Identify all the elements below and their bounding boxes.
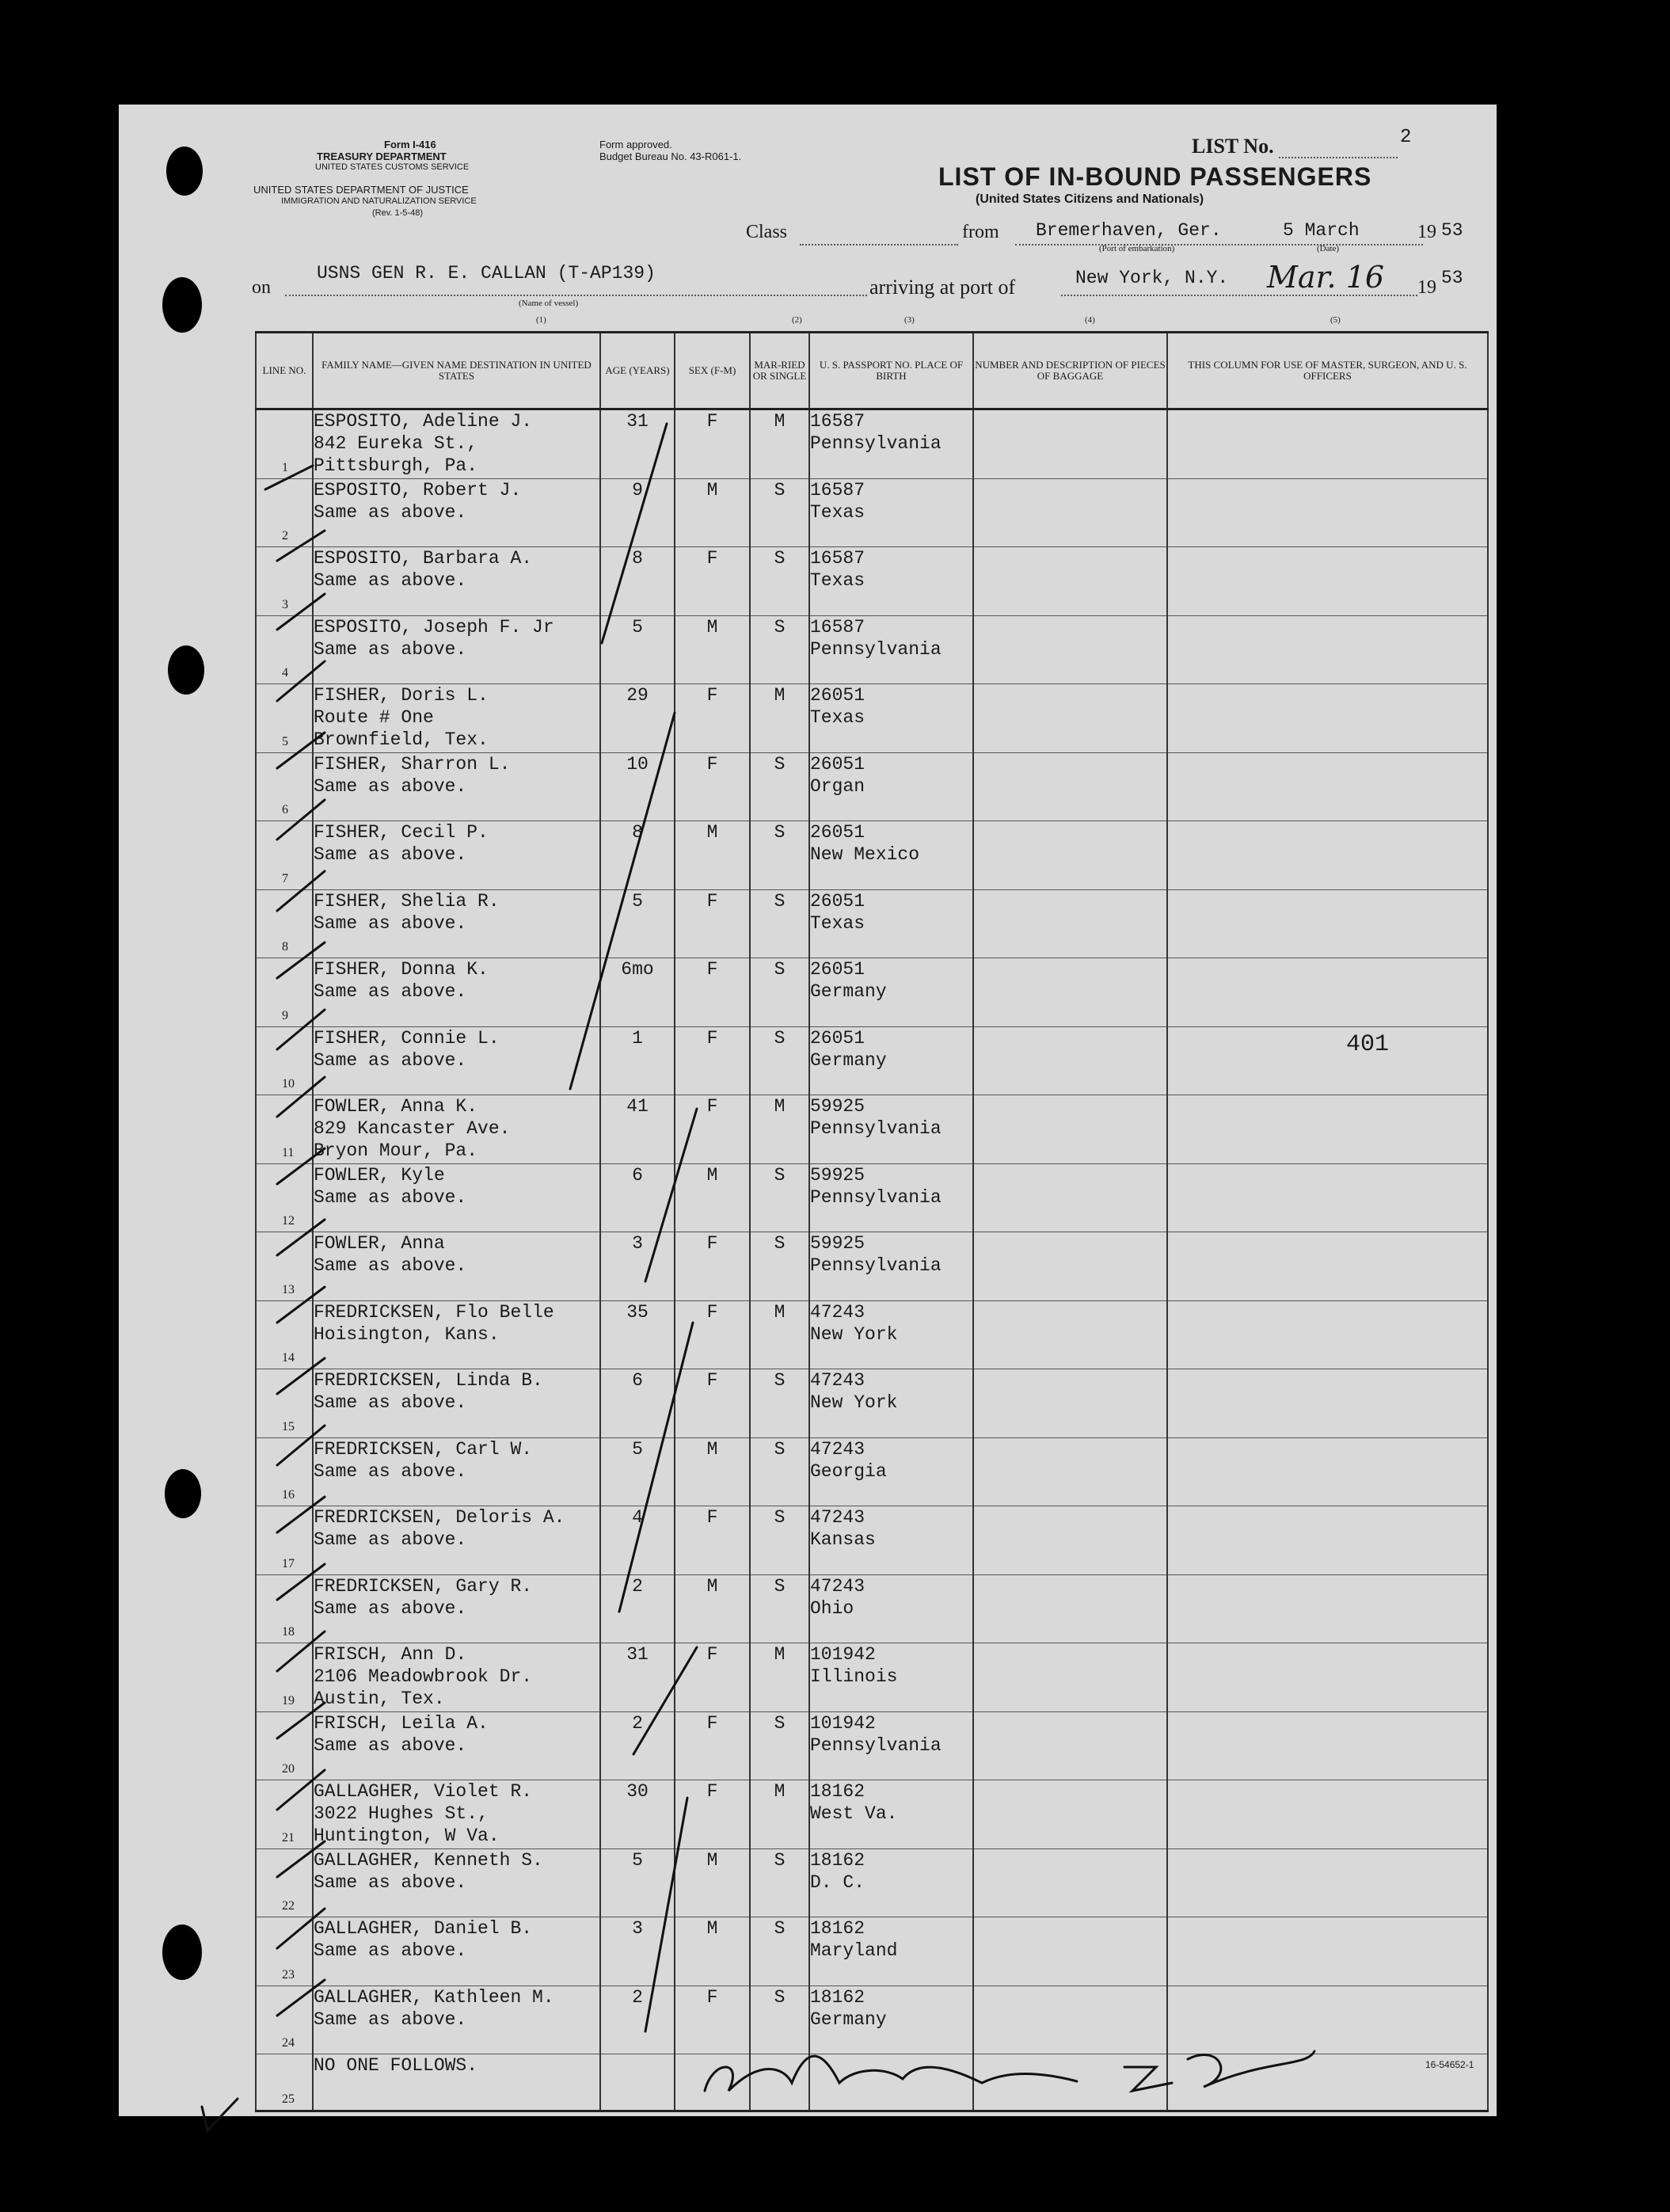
embark-year: 53 [1441,220,1463,241]
line-number-text: 8 [282,940,288,954]
list-number: 2 [1400,127,1412,148]
passport-number: 18162 [810,1781,865,1802]
date-caption: (Date) [1317,244,1340,253]
sex-cell: F [675,1232,750,1301]
year-prefix: 19 [1417,222,1436,242]
birth-place: D. C. [810,1871,865,1893]
married-cell: S [750,615,809,684]
birth-place: Germany [810,2008,887,2030]
sex-cell: M [675,1917,750,1986]
birth-place: Texas [810,912,865,934]
line-number-text: 5 [282,734,288,748]
sex-cell: F [675,1506,750,1575]
passport-number: 18162 [810,1918,865,1939]
passport-number: 47243 [810,1507,865,1528]
passenger-name: ESPOSITO, Robert J. [314,479,522,501]
arrival-year: 53 [1441,268,1463,288]
line-number-text: 11 [282,1145,295,1159]
age-cell: 31 [600,409,675,479]
birth-place: Maryland [810,1940,898,1961]
budget-bureau: Budget Bureau No. 43-R061-1. [599,150,742,162]
line-tick [277,1358,325,1394]
line-tick [277,1220,325,1255]
col-age-header: AGE (YEARS) [600,333,675,409]
from-label: from [962,222,999,242]
col-baggage-header: NUMBER AND DESCRIPTION OF PIECES OF BAGGAGE [973,333,1167,409]
passenger-name: FREDRICKSEN, Linda B. [314,1370,543,1391]
birth-place: Germany [810,981,887,1002]
passenger-name: NO ONE FOLLOWS. [314,2055,478,2076]
passport-number: 26051 [810,685,865,706]
birth-place: New Mexico [810,844,920,865]
married-cell: S [750,1985,809,2054]
check-stroke [602,424,667,643]
col-passport-header: U. S. PASSPORT NO. PLACE OF BIRTH [809,333,973,409]
passenger-name: GALLAGHER, Kenneth S. [314,1849,543,1871]
age-cell: 8 [600,821,675,890]
birth-place: Pennsylvania [810,1118,942,1139]
justice-dept: UNITED STATES DEPARTMENT OF JUSTICE [253,184,469,196]
sex-cell: F [675,1300,750,1369]
line-number-text: 21 [282,1830,295,1845]
birth-place: New York [810,1323,898,1345]
line-number-text: 22 [282,1899,295,1913]
list-number-label: LIST No. [1192,135,1274,158]
married-cell: S [750,889,809,958]
passenger-name: FOWLER, Anna [314,1233,445,1254]
birth-place: Germany [810,1049,887,1071]
birth-place: Pennsylvania [810,1255,942,1276]
passenger-address: Same as above. [314,1734,467,1756]
vessel-caption: (Name of vessel) [519,299,579,308]
age-cell: 29 [600,684,675,753]
embark-port: Bremerhaven, Ger. [1036,220,1222,241]
line-number-text: 23 [282,1967,295,1982]
passenger-address: 2106 Meadowbrook Dr. Austin, Tex. [314,1666,533,1709]
birth-place: Organ [810,775,865,797]
line-number-text: 16 [282,1488,295,1502]
line-tick [277,1703,325,1738]
married-cell: S [750,1506,809,1575]
line-tick [265,466,313,489]
check-stroke [645,1109,697,1281]
passenger-address: Same as above. [314,1460,467,1482]
arrival-year-prefix: 19 [1417,277,1436,298]
age-cell: 31 [600,1643,675,1712]
footer-code: 16-54652-1 [1425,2059,1474,2070]
line-tick [277,1564,325,1600]
age-cell: 6mo [600,958,675,1027]
passenger-address: Route # One Brownfield, Tex. [314,707,489,750]
sex-cell: M [675,1437,750,1506]
sex-cell: F [675,1026,750,1095]
passport-number: 26051 [810,959,865,980]
passport-number: 26051 [810,753,865,775]
married-cell: M [750,684,809,753]
age-cell: 2 [600,1711,675,1780]
passport-number: 18162 [810,1849,865,1871]
age-cell: 30 [600,1780,675,1849]
age-cell: 5 [600,615,675,684]
married-cell: S [750,1574,809,1643]
line-tick [277,1497,325,1532]
passenger-name: FISHER, Sharron L. [314,753,511,775]
col-num-5: (5) [1330,315,1341,325]
sex-cell: M [675,1163,750,1232]
col-num-4: (4) [1085,315,1095,325]
birth-place: Pennsylvania [810,433,942,454]
vessel-name: USNS GEN R. E. CALLAN (T-AP139) [317,263,656,284]
form-title: LIST OF IN-BOUND PASSENGERS [938,162,1372,191]
passenger-name: ESPOSITO, Barbara A. [314,548,533,569]
passport-number: 16587 [810,411,865,432]
age-cell: 41 [600,1095,675,1164]
married-cell: S [750,958,809,1027]
sex-cell: F [675,1095,750,1164]
line-tick [277,871,325,911]
birth-place: Ohio [810,1597,854,1619]
embark-date: 5 March [1283,220,1360,241]
passenger-name: FRISCH, Ann D. [314,1644,467,1665]
passenger-address: Same as above. [314,1529,467,1550]
married-cell: S [750,1711,809,1780]
passenger-name: FREDRICKSEN, Gary R. [314,1575,533,1597]
line-tick [277,1145,325,1184]
passenger-name: FOWLER, Anna K. [314,1096,478,1117]
line-number-text: 12 [282,1214,295,1228]
age-cell: 6 [600,1163,675,1232]
col-name-header: FAMILY NAME—GIVEN NAME DESTINATION IN UNITED STATES [313,333,600,409]
passenger-name: GALLAGHER, Daniel B. [314,1918,533,1939]
check-stroke [570,713,675,1089]
passenger-address: Same as above. [314,912,467,934]
line-tick [277,1770,325,1810]
line-number-text: 1 [282,460,288,474]
sex-cell: F [675,1780,750,1849]
passenger-address: Same as above. [314,638,467,660]
arriving-label: arriving at port of [869,276,1016,299]
age-cell: 1 [600,1026,675,1095]
sex-cell: F [675,1369,750,1438]
passport-number: 101942 [810,1644,876,1665]
passenger-address: Same as above. [314,1392,467,1413]
embark-caption: (Port of embarkation) [1099,244,1175,253]
sex-cell: F [675,958,750,1027]
line-number-text: 14 [282,1351,295,1365]
passenger-address: Same as above. [314,1049,467,1071]
passenger-name: GALLAGHER, Kathleen M. [314,1986,554,2008]
married-cell: S [750,1917,809,1986]
sex-cell: F [675,1711,750,1780]
sex-cell: F [675,752,750,821]
form-approved: Form approved. [599,139,672,150]
passport-number: 47243 [810,1438,865,1460]
age-cell: 2 [600,1985,675,2054]
passport-number: 47243 [810,1575,865,1597]
birth-place: Pennsylvania [810,638,942,660]
form-subtitle: (United States Citizens and Nationals) [976,192,1204,206]
married-cell: S [750,1369,809,1438]
married-cell: S [750,1232,809,1301]
birth-place: Kansas [810,1529,876,1550]
passenger-name: FISHER, Connie L. [314,1027,500,1049]
line-number-text: 24 [282,2036,295,2050]
birth-place: Pennsylvania [810,1186,942,1208]
line-number-text: 19 [282,1693,295,1708]
passport-number: 16587 [810,548,865,569]
line-tick [277,1426,325,1465]
married-cell: M [750,409,809,479]
customs-service: UNITED STATES CUSTOMS SERVICE [315,162,470,172]
age-cell: 10 [600,752,675,821]
age-cell: 35 [600,1300,675,1369]
sex-cell: M [675,615,750,684]
sex-cell: F [675,1643,750,1712]
married-cell: S [750,478,809,547]
class-label: Class [746,222,788,242]
passenger-name: FISHER, Donna K. [314,959,489,980]
form-number: Form I-416 [384,139,436,150]
passport-number: 47243 [810,1370,865,1391]
line-tick [277,942,325,978]
line-number-text: 4 [282,666,288,680]
married-cell: S [750,1437,809,1506]
revision: (Rev. 1-5-48) [372,208,423,218]
age-cell: 3 [600,1232,675,1301]
passenger-address: Same as above. [314,1186,467,1208]
passenger-name: ESPOSITO, Adeline J. [314,411,533,432]
col-num-1: (1) [536,315,546,325]
passenger-name: FISHER, Cecil P. [314,822,489,843]
line-number-text: 13 [282,1282,295,1296]
sex-cell: F [675,684,750,753]
passenger-address: 3022 Hughes St., Huntington, W Va. [314,1803,500,1846]
passenger-name: FOWLER, Kyle [314,1164,445,1186]
line-number-text: 17 [282,1556,295,1570]
age-cell: 9 [600,478,675,547]
line-tick [277,800,325,839]
col-num-3: (3) [904,315,915,325]
sex-cell: F [675,547,750,616]
age-cell: 3 [600,1917,675,1986]
passport-number: 26051 [810,1027,865,1049]
passport-number: 26051 [810,890,865,912]
passport-number: 101942 [810,1712,876,1734]
signature-stroke [705,2056,1077,2091]
passenger-address: 842 Eureka St., Pittsburgh, Pa. [314,433,478,476]
col-sex-header: SEX (F-M) [675,333,750,409]
initials-stroke [1124,2051,1314,2091]
birth-place: Georgia [810,1460,887,1482]
passport-number: 16587 [810,479,865,501]
passport-number: 59925 [810,1233,865,1254]
officer-stamp-number: 401 [1346,1031,1390,1058]
passenger-name: FRISCH, Leila A. [314,1712,489,1734]
col-married-header: MAR-RIED OR SINGLE [750,333,809,409]
passenger-address: Same as above. [314,570,467,591]
married-cell: S [750,547,809,616]
line-tick [277,1631,325,1671]
age-cell: 5 [600,1848,675,1917]
sex-cell: F [675,1985,750,2054]
age-cell: 5 [600,889,675,958]
line-tick [277,1010,325,1049]
age-cell: 8 [600,547,675,616]
treasury-dept: TREASURY DEPARTMENT [317,150,447,162]
birth-place: Pennsylvania [810,1734,942,1756]
passport-number: 59925 [810,1096,865,1117]
line-number-text: 7 [282,871,288,885]
birth-place: Texas [810,570,865,591]
line-number-text: 9 [282,1008,288,1022]
line-number-text: 3 [282,597,288,611]
passenger-address: Same as above. [314,1255,467,1276]
passenger-address: 829 Kancaster Ave. Bryon Mour, Pa. [314,1118,511,1161]
sex-cell: F [675,889,750,958]
line-tick [277,1980,325,2016]
line-tick [277,733,325,768]
sex-cell: F [675,409,750,479]
married-cell: S [750,821,809,890]
line-tick [277,1841,325,1877]
birth-place: Texas [810,707,865,728]
age-cell: 6 [600,1369,675,1438]
passenger-address: Same as above. [314,775,467,797]
passenger-address: Same as above. [314,981,467,1002]
passport-number: 47243 [810,1301,865,1323]
sex-cell: M [675,821,750,890]
passenger-address: Hoisington, Kans. [314,1323,500,1345]
passenger-address: Same as above. [314,1871,467,1893]
line-number-text: 25 [282,2092,295,2106]
married-cell: M [750,1780,809,1849]
col-officers-header: THIS COLUMN FOR USE OF MASTER, SURGEON, AND U. S. OFFICERS [1167,333,1488,409]
birth-place: Texas [810,501,865,523]
line-number-text: 2 [282,529,288,543]
line-number-text: 6 [282,803,288,817]
age-cell: 2 [600,1574,675,1643]
line-tick [277,1909,325,1948]
line-tick [277,1287,325,1323]
passenger-name: FISHER, Shelia R. [314,890,500,912]
check-stroke [645,1798,687,2031]
passenger-name: FREDRICKSEN, Flo Belle [314,1301,554,1323]
passenger-address: Same as above. [314,1597,467,1619]
birth-place: Illinois [810,1666,898,1687]
ins-service: IMMIGRATION AND NATURALIZATION SERVICE [281,196,477,206]
sex-cell: M [675,1574,750,1643]
on-label: on [252,277,271,298]
passport-number: 16587 [810,616,865,638]
married-cell: S [750,1163,809,1232]
passenger-name: FREDRICKSEN, Deloris A. [314,1507,565,1528]
arrival-date-handwritten: Mar. 16 [1267,260,1385,295]
passenger-address: Same as above. [314,844,467,865]
birth-place: New York [810,1392,898,1413]
v-mark [202,2099,238,2130]
line-tick [277,594,325,630]
passenger-address: Same as above. [314,2008,467,2030]
passport-number: 59925 [810,1164,865,1186]
age-cell: 4 [600,1506,675,1575]
married-cell: M [750,1095,809,1164]
married-cell: S [750,1026,809,1095]
line-number-text: 10 [282,1077,295,1091]
passenger-name: FISHER, Doris L. [314,685,489,706]
passenger-address: Same as above. [314,501,467,523]
line-tick [277,531,325,561]
sex-cell: M [675,1848,750,1917]
married-cell: S [750,752,809,821]
col-num-2: (2) [792,315,802,325]
passport-number: 26051 [810,822,865,843]
passenger-address: Same as above. [314,1940,467,1961]
sex-cell: M [675,478,750,547]
married-cell: M [750,1643,809,1712]
birth-place: West Va. [810,1803,898,1824]
line-number-text: 18 [282,1625,295,1639]
check-stroke [619,1323,693,1612]
line-tick [277,1077,325,1117]
arrival-port: New York, N.Y. [1075,268,1229,288]
age-cell: 5 [600,1437,675,1506]
col-line-header: LINE NO. [256,333,313,409]
line-number-text: 15 [282,1419,295,1433]
passenger-name: FREDRICKSEN, Carl W. [314,1438,533,1460]
line-number-text: 20 [282,1762,295,1776]
line-tick [277,661,325,701]
passport-number: 18162 [810,1986,865,2008]
passenger-name: GALLAGHER, Violet R. [314,1781,533,1802]
married-cell: M [750,1300,809,1369]
married-cell: S [750,1848,809,1917]
check-stroke [633,1647,697,1754]
passenger-name: ESPOSITO, Joseph F. Jr [314,616,554,638]
